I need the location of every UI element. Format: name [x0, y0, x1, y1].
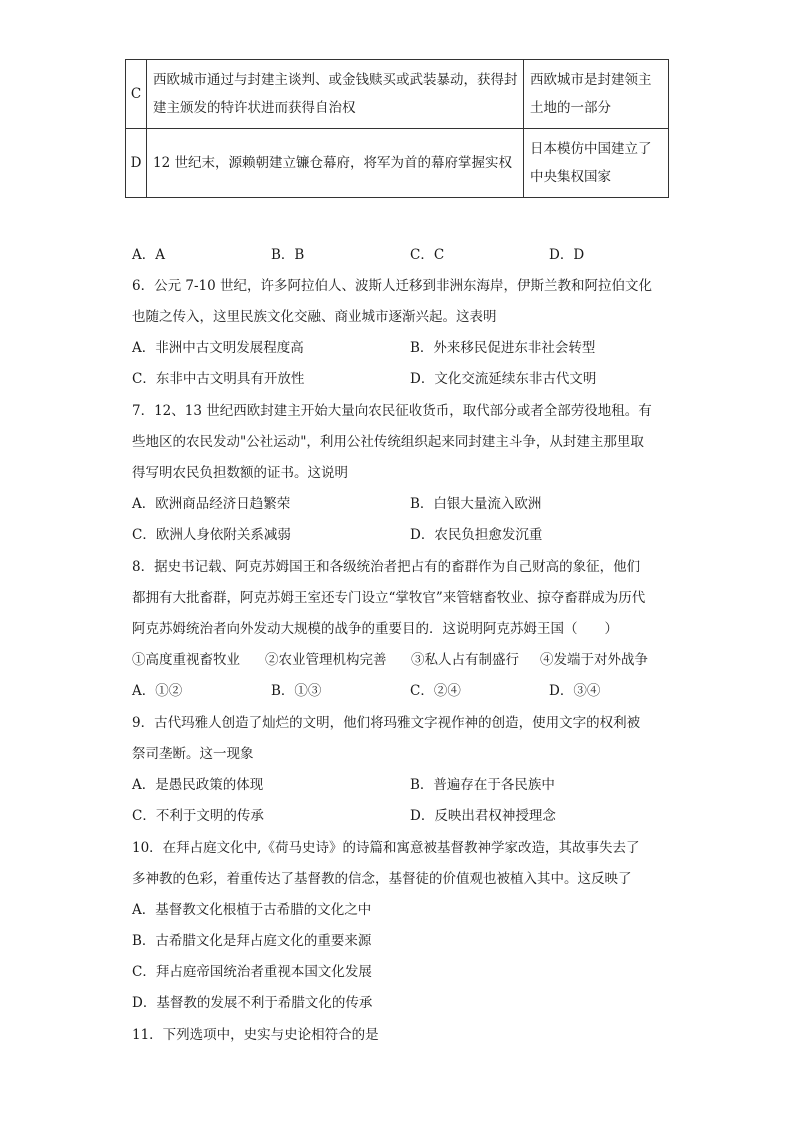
option-b: B．①③ — [271, 683, 322, 699]
question-stem: 6．公元 7-10 世纪，许多阿拉伯人、波斯人迁移到非洲东海岸，伊斯兰教和阿拉伯文化 — [132, 278, 652, 294]
option-c: C．东非中古文明具有开放性 — [132, 371, 305, 387]
option-b: B．古希腊文化是拜占庭文化的重要来源 — [132, 933, 372, 949]
question-stem: 多神教的色彩，着重传达了基督教的信念，基督徒的价值观也被植入其中。这反映了 — [132, 871, 632, 887]
option-d: D．D — [549, 247, 585, 263]
question-stem: 祭司垄断。这一现象 — [132, 746, 254, 762]
question-stem: 些地区的农民发动"公社运动"，利用公社传统组织起来同封建主斗争，从封建主那里取 — [132, 434, 644, 450]
statement-item: ④发端于对外战争 — [540, 652, 648, 668]
option-c: C．拜占庭帝国统治者重视本国文化发展 — [132, 964, 372, 980]
row-conclusion: 日本模仿中国建立了中央集权国家 — [524, 129, 669, 198]
statement-item: ①高度重视畜牧业 — [132, 652, 240, 668]
question-stem: 得写明农民负担数额的证书。这说明 — [132, 465, 348, 481]
question-stem: 7．12、13 世纪西欧封建主开始大量向农民征收货币，取代部分或者全部劳役地租。有 — [132, 403, 652, 419]
question-stem: 9．古代玛雅人创造了灿烂的文明，他们将玛雅文字视作神的创造，使用文字的权利被 — [132, 715, 641, 731]
option-d: D．基督教的发展不利于希腊文化的传承 — [132, 995, 373, 1011]
option-c: C．欧洲人身依附关系减弱 — [132, 527, 291, 543]
option-a: A．是愚民政策的体现 — [132, 777, 264, 793]
option-d: D．文化交流延续东非古代文明 — [410, 371, 597, 387]
option-c: C．②④ — [410, 683, 461, 699]
row-event: 12 世纪末，源赖朝建立镰仓幕府，将军为首的幕府掌握实权 — [147, 129, 524, 198]
question-stem: 也随之传入，这里民族文化交融、商业城市逐渐兴起。这表明 — [132, 309, 497, 325]
table-row — [126, 60, 669, 129]
option-a: A．非洲中古文明发展程度高 — [132, 340, 304, 356]
option-d: D．反映出君权神授理念 — [410, 808, 556, 824]
question-stem: 8．据史书记载、阿克苏姆国王和各级统治者把占有的畜群作为自己财高的象征，他们 — [132, 559, 641, 575]
row-letter: D — [126, 129, 147, 198]
row-letter: C — [126, 60, 147, 129]
option-b: B．外来移民促进东非社会转型 — [410, 340, 596, 356]
statement-item: ③私人占有制盛行 — [411, 652, 519, 668]
question-stem: 10．在拜占庭文化中,《荷马史诗》的诗篇和寓意被基督教神学家改造，其故事失去了 — [132, 840, 640, 856]
question-stem: 都拥有大批畜群，阿克苏姆王室还专门设立“掌牧官”来管辖畜牧业、掠夺畜群成为历代 — [132, 590, 646, 606]
option-a: A．A — [132, 247, 165, 263]
row-event: 西欧城市通过与封建主谈判、或金钱赎买或武装暴动，获得封建主颁发的特许状进而获得自治权 — [147, 60, 524, 129]
option-c: C．不利于文明的传承 — [132, 808, 264, 824]
row-conclusion: 西欧城市是封建领主土地的一部分 — [524, 60, 669, 129]
statement-item: ②农业管理机构完善 — [265, 652, 387, 668]
option-d: D．③④ — [549, 683, 601, 699]
option-c: C．C — [410, 247, 445, 263]
table-row — [126, 129, 669, 198]
question-stem: 阿克苏姆统治者向外发动大规模的战争的重要目的．这说明阿克苏姆王国（ ） — [132, 621, 618, 637]
option-b: B．白银大量流入欧洲 — [410, 496, 542, 512]
option-a: A．欧洲商品经济日趋繁荣 — [132, 496, 291, 512]
option-d: D．农民负担愈发沉重 — [410, 527, 543, 543]
option-a: A．基督教文化根植于古希腊的文化之中 — [132, 902, 372, 918]
option-a: A．①② — [132, 683, 183, 699]
option-b: B．B — [271, 247, 305, 263]
options-table — [125, 59, 669, 198]
question-stem: 11．下列选项中，史实与史论相符合的是 — [132, 1027, 379, 1043]
option-b: B．普遍存在于各民族中 — [410, 777, 555, 793]
